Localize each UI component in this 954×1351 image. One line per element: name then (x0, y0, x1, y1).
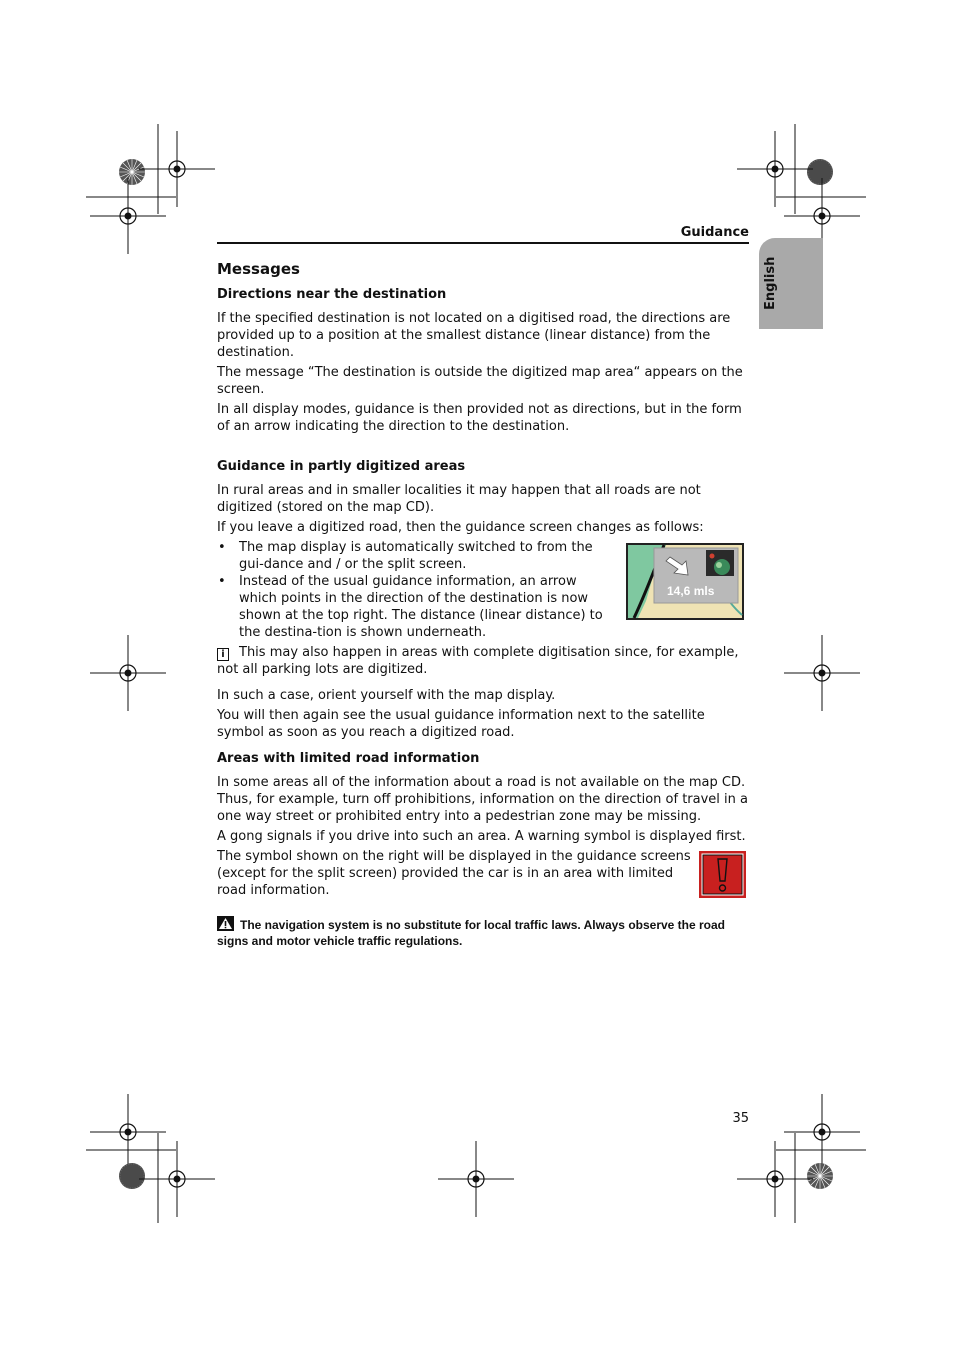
warning-triangle-icon (217, 916, 234, 931)
paragraph: In all display modes, guidance is then provided not as directions, but in the form of an arrow indicating the direction to the destination. (217, 402, 742, 434)
info-icon: i (217, 648, 229, 661)
heading-directions: Directions near the destination (217, 287, 447, 302)
paragraph: In some areas all of the information about a road is not available on the map CD. Thus, for example, turn off prohibitions, information on the direction of travel in a one way street or prohibited entry into a pedestrian zone may be missing. (217, 775, 748, 824)
paragraph: If you leave a digitized road, then the guidance screen changes as follows: (217, 520, 704, 535)
limited-road-info-icon (699, 851, 746, 898)
paragraph: If the specified destination is not located on a digitised road, the directions are provided up to a position at the smallest distance (linear distance) from the destination. (217, 311, 731, 360)
info-note-text: This may also happen in areas with complete digitisation since, for example, not all parking lots are digitized. (217, 645, 739, 677)
heading-limited-road-info: Areas with limited road information (217, 751, 480, 766)
safety-warning-text: The navigation system is no substitute for local traffic laws. Always observe the road signs and motor vehicle traffic regulations. (217, 918, 726, 948)
heading-partly-digitized: Guidance in partly digitized areas (217, 459, 466, 474)
paragraph: A gong signals if you drive into such an area. A warning symbol is displayed first. (217, 829, 746, 844)
bullet-item: • Instead of the usual guidance information, an arrow which points in the direction of the destination is now shown at the top right. The distance (linear distance) to the destina-tion is shown underneath. (217, 573, 615, 641)
section-title: Messages (217, 260, 300, 278)
page-number: 35 (732, 1111, 749, 1126)
paragraph: The symbol shown on the right will be displayed in the guidance screens (except for the split screen) provided the car is in an area with limited road information. (217, 849, 691, 898)
language-tab-label: English (763, 256, 778, 310)
guidance-map-screenshot (626, 543, 744, 620)
paragraph: In rural areas and in smaller localities it may happen that all roads are not digitized (stored on the map CD). (217, 483, 701, 515)
running-header-title: Guidance (680, 225, 749, 240)
language-tab-label-wrap (763, 256, 785, 318)
paragraph: You will then again see the usual guidance information next to the satellite symbol as soon as you reach a digitized road. (217, 708, 705, 740)
safety-warning (217, 916, 749, 949)
info-note (217, 644, 749, 678)
paragraph: In such a case, orient yourself with the map display. (217, 688, 556, 703)
paragraph: The message “The destination is outside the digitized map area“ appears on the screen. (217, 365, 743, 397)
header-rule (217, 242, 749, 244)
map-distance-label: 14,6 mls (667, 584, 715, 598)
bullet-item: • The map display is automatically switched to from the gui-dance and / or the split screen. (217, 539, 615, 573)
bullet-list (217, 539, 615, 641)
